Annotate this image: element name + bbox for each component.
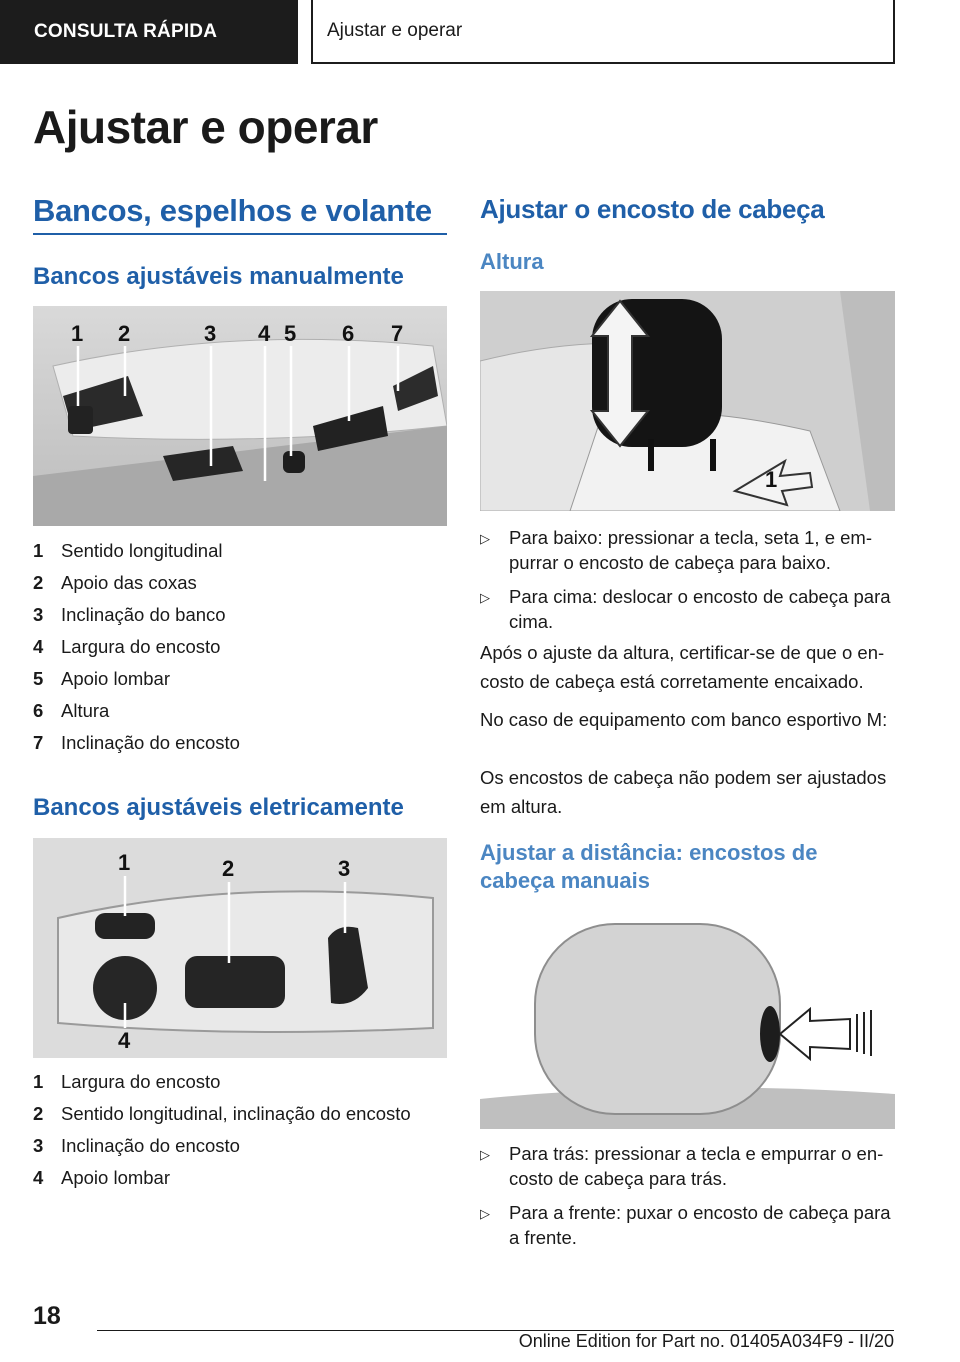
heading-rule — [33, 233, 447, 235]
callout-4: 4 — [118, 1028, 131, 1053]
list-item: ▷ Para a frente: puxar o encosto de cabeça para a frente. — [480, 1202, 891, 1248]
distance-bullet-list — [480, 1141, 895, 1259]
subheading-distance: Ajustar a distância: encostos de cabeça manuais — [480, 840, 818, 893]
callout-7: 7 — [391, 321, 404, 346]
electric-seat-illustration — [33, 838, 447, 1058]
bullet-triangle-icon: ▷ — [480, 590, 490, 605]
list-item: 1 Largura do encosto — [33, 1071, 221, 1092]
paragraph-sport-seat: No caso de equipamento com banco esportivo M: — [480, 709, 888, 730]
electric-seat-legend — [33, 1071, 411, 1199]
callout-3: 3 — [204, 321, 217, 346]
callout-2: 2 — [222, 856, 235, 881]
section-label: CONSULTA RÁPIDA — [34, 21, 218, 42]
list-item: ▷ Para trás: pressionar a tecla e empurrar o encosto de cabeça para trás. — [480, 1143, 884, 1189]
callout-1: 1 — [118, 850, 131, 875]
list-item: 3 Inclinação do banco — [33, 604, 226, 625]
subheading-electric-seats: Bancos ajustáveis eletricamente — [33, 794, 404, 821]
manual-seat-legend — [33, 540, 240, 764]
section-tab[interactable] — [0, 0, 298, 64]
headrest-distance-illustration — [480, 909, 895, 1129]
callout-5: 5 — [284, 321, 297, 346]
chapter-tab[interactable] — [311, 0, 895, 64]
list-item: ▷ Para cima: deslocar o encosto de cabeça para cima. — [480, 586, 891, 632]
callout-1: 1 — [765, 467, 778, 492]
manual-seat-illustration — [33, 306, 447, 526]
subheading-height: Altura — [480, 249, 544, 274]
edition-footer: Online Edition for Part no. 01405A034F9 - II/20 — [518, 1331, 894, 1351]
callout-2: 2 — [118, 321, 131, 346]
callout-4: 4 — [258, 321, 271, 346]
page-number: 18 — [33, 1302, 61, 1330]
bullet-triangle-icon: ▷ — [480, 1147, 490, 1162]
height-bullet-list — [480, 525, 895, 643]
paragraph-latching: Após o ajuste da altura, certificar-se de que o encosto de cabeça está corretamente encaixado. — [480, 642, 885, 692]
chapter-label: Ajustar e operar — [327, 20, 463, 41]
paragraph-not-adjustable: Os encostos de cabeça não podem ser ajustados em altura. — [480, 767, 887, 817]
list-item: 7 Inclinação do encosto — [33, 732, 240, 753]
callout-1: 1 — [71, 321, 84, 346]
subheading-manual-seats: Bancos ajustáveis manualmente — [33, 263, 404, 290]
list-item: 3 Inclinação do encosto — [33, 1135, 240, 1156]
list-item: 4 Largura do encosto — [33, 636, 221, 657]
list-item: ▷ Para baixo: pressionar a tecla, seta 1, e empurrar o encosto de cabeça para baixo. — [480, 527, 873, 573]
callout-3: 3 — [338, 856, 351, 881]
list-item: 2 Sentido longitudinal, inclinação do encosto — [33, 1103, 411, 1124]
list-item: 4 Apoio lombar — [33, 1167, 171, 1188]
bullet-triangle-icon: ▷ — [480, 531, 490, 546]
callout-6: 6 — [342, 321, 355, 346]
headrest-distance-image — [480, 909, 895, 1129]
headrest-height-image — [480, 291, 895, 511]
section-heading-seats: Bancos, espelhos e volante — [33, 193, 432, 228]
list-item: 6 Altura — [33, 700, 110, 721]
page-title: Ajustar e operar — [33, 101, 378, 153]
page-header — [0, 0, 960, 66]
manual-seat-image — [33, 306, 447, 526]
list-item: 1 Sentido longitudinal — [33, 540, 223, 561]
list-item: 2 Apoio das coxas — [33, 572, 197, 593]
headrest-height-illustration — [480, 291, 895, 511]
electric-seat-image — [33, 838, 447, 1058]
list-item: 5 Apoio lombar — [33, 668, 171, 689]
bullet-triangle-icon: ▷ — [480, 1206, 490, 1221]
section-heading-headrest: Ajustar o encosto de cabeça — [480, 194, 825, 224]
